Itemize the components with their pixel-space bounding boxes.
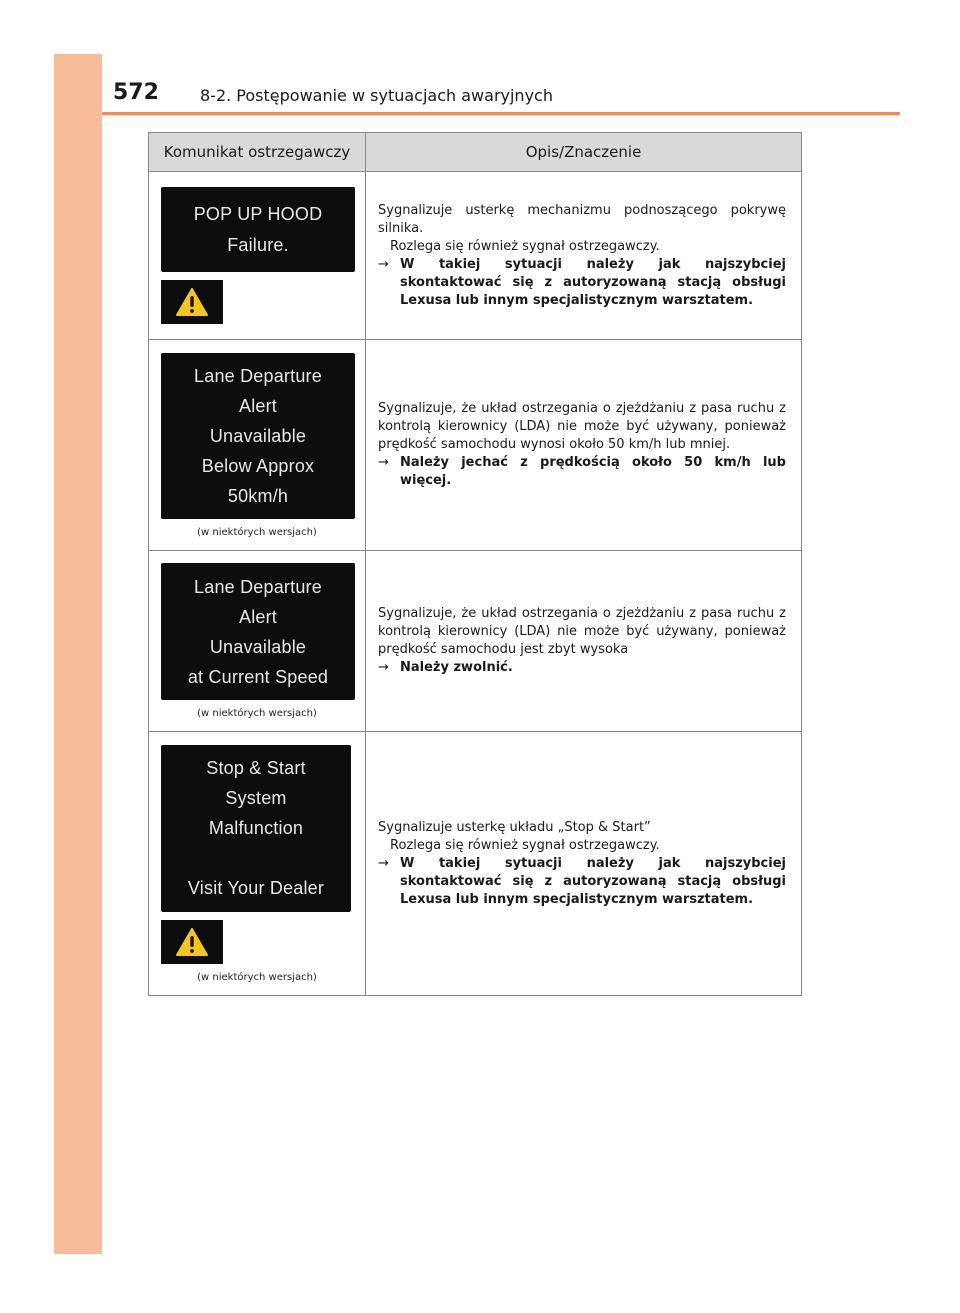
screen-line: 50km/h bbox=[227, 485, 289, 506]
message-cell bbox=[149, 551, 366, 732]
table-row bbox=[149, 732, 802, 996]
screen-line: Unavailable bbox=[209, 425, 307, 446]
screen-line: Malfunction bbox=[208, 818, 304, 838]
arrow-right-icon: → bbox=[378, 660, 389, 675]
description-text: Sygnalizuje, że układ ostrzegania o zjeżdżaniu z pasa ruchu z kontrolą kierownicy (LDA) nie może być używany, ponieważ prędkość samochodu wynosi około 50 km/h lub mniej. bbox=[378, 401, 786, 452]
screen-line: System bbox=[225, 788, 287, 808]
action-label: W takiej sytuacji należy jak najszybciej skontaktować się z autoryzowaną stacją obsługi Lexusa lub innym specjalistycznym warsztatem. bbox=[400, 256, 786, 308]
screen-line: Lane Departure bbox=[194, 365, 322, 386]
section-title: 8-2. Postępowanie w sytuacjach awaryjnych bbox=[200, 86, 553, 105]
arrow-right-icon: → bbox=[378, 256, 389, 272]
display-screen bbox=[161, 353, 355, 519]
screen-line: Unavailable bbox=[209, 636, 307, 657]
header-rule bbox=[102, 112, 900, 115]
page-number: 572 bbox=[113, 80, 159, 105]
version-note: (w niektórych wersjach) bbox=[197, 526, 317, 538]
description-note: Rozlega się również sygnał ostrzegawczy. bbox=[390, 238, 660, 254]
screen-line: Lane Departure bbox=[194, 576, 322, 597]
warning-triangle-icon bbox=[161, 920, 223, 964]
warning-table bbox=[148, 132, 802, 996]
message-cell bbox=[149, 172, 366, 340]
description-text: Sygnalizuje usterkę mechanizmu podnoszącego pokrywę silnika. bbox=[378, 202, 786, 236]
column-header-message: Komunikat ostrzegawczy bbox=[149, 133, 366, 172]
side-band bbox=[54, 54, 102, 1254]
table-header-row bbox=[149, 133, 802, 172]
action-label: Należy jechać z prędkością około 50 km/h lub więcej. bbox=[400, 455, 786, 488]
table-row bbox=[149, 551, 802, 732]
arrow-right-icon: → bbox=[378, 855, 389, 871]
action-text bbox=[378, 659, 786, 677]
screen-line: Below Approx bbox=[201, 455, 315, 476]
description-text: Sygnalizuje, że układ ostrzegania o zjeżdżaniu z pasa ruchu z kontrolą kierownicy (LDA) nie może być używany, ponieważ prędkość samochodu jest zbyt wysoka bbox=[378, 606, 786, 657]
action-text bbox=[378, 256, 786, 310]
action-label: W takiej sytuacji należy jak najszybciej skontaktować się z autoryzowaną stacją obsługi Lexusa lub innym specjalistycznym warsztatem. bbox=[400, 855, 786, 907]
display-screen bbox=[161, 563, 355, 700]
screen-line: Visit Your Dealer bbox=[187, 878, 325, 898]
description-cell bbox=[366, 732, 802, 996]
display-screen bbox=[161, 745, 351, 912]
message-cell bbox=[149, 340, 366, 551]
screen-line bbox=[253, 843, 258, 873]
table-row bbox=[149, 172, 802, 340]
arrow-right-icon: → bbox=[378, 455, 389, 470]
screen-line: at Current Speed bbox=[187, 666, 329, 687]
screen-line: Failure. bbox=[227, 234, 289, 255]
screen-line: Alert bbox=[238, 606, 277, 627]
description-note: Rozlega się również sygnał ostrzegawczy. bbox=[390, 837, 660, 853]
action-label: Należy zwolnić. bbox=[400, 660, 513, 675]
warning-triangle-icon bbox=[161, 280, 223, 324]
description-cell bbox=[366, 172, 802, 340]
column-header-description: Opis/Znaczenie bbox=[366, 133, 802, 172]
screen-line: Stop & Start bbox=[206, 758, 306, 778]
version-note: (w niektórych wersjach) bbox=[197, 708, 317, 719]
description-cell bbox=[366, 551, 802, 732]
action-text bbox=[378, 855, 786, 909]
screen-line: POP UP HOOD bbox=[193, 203, 323, 224]
screen-line: Alert bbox=[238, 395, 277, 416]
message-cell bbox=[149, 732, 366, 996]
table-row bbox=[149, 340, 802, 551]
version-note: (w niektórych wersjach) bbox=[197, 971, 317, 983]
display-screen bbox=[161, 187, 355, 272]
action-text bbox=[378, 454, 786, 490]
description-text: Sygnalizuje usterkę układu „Stop & Start” bbox=[378, 819, 651, 835]
description-cell bbox=[366, 340, 802, 551]
